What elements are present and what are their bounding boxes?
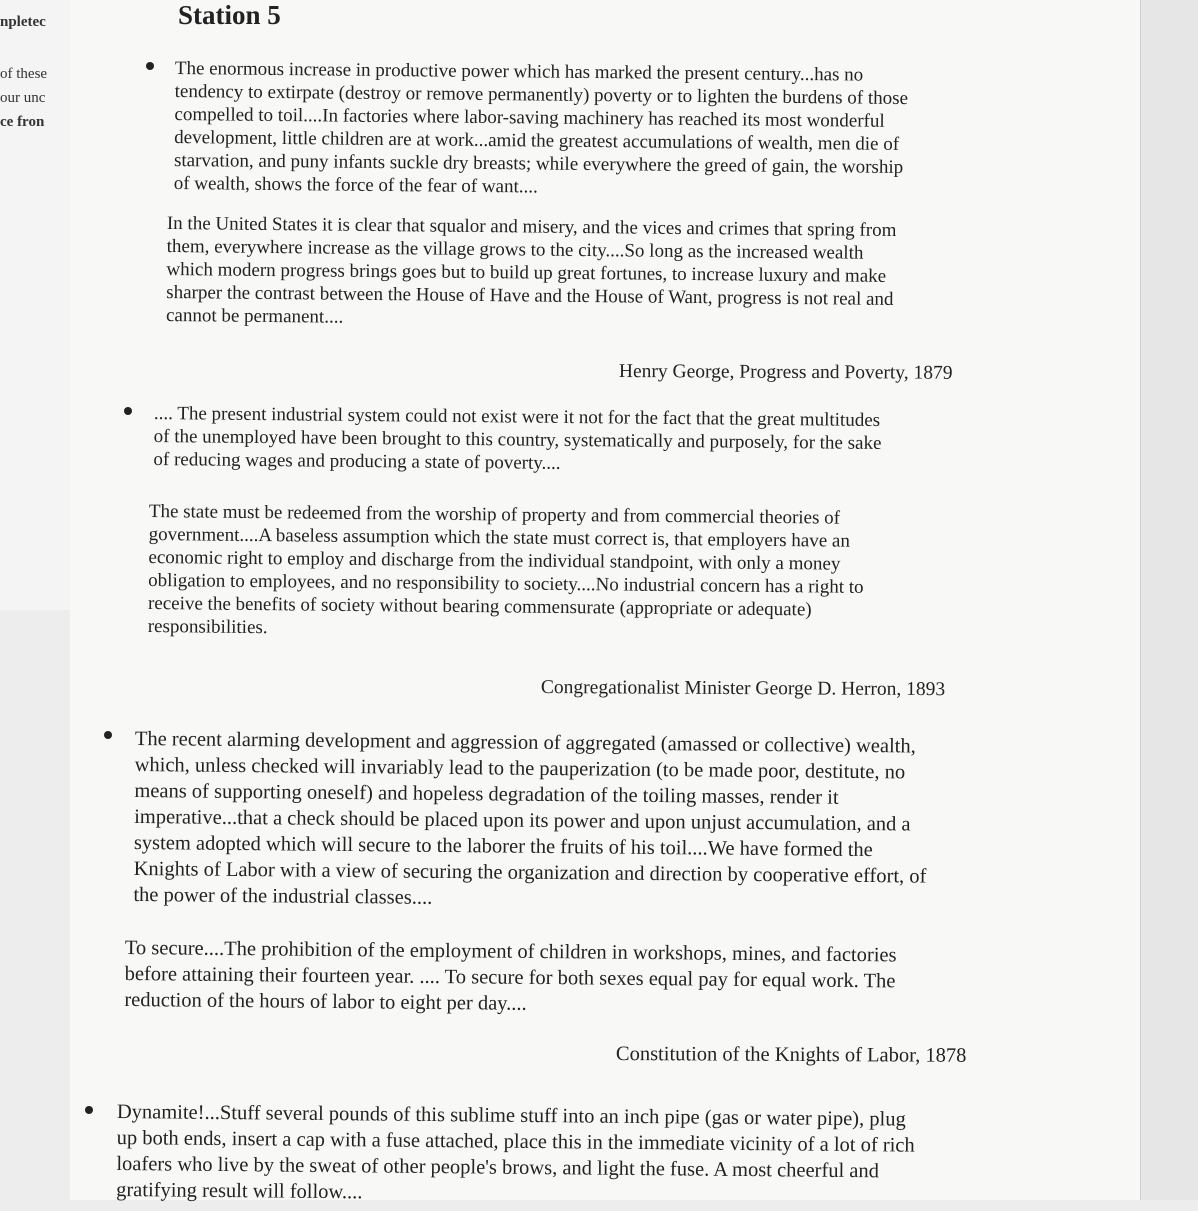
desk-background: [1140, 0, 1198, 1200]
text-line: means of supporting oneself) and hopeless degradation of the toiling masses, render it: [134, 779, 839, 809]
text-line: which, unless checked will invariably lead to the pauperization (to be made poor, destitute, no: [134, 753, 906, 784]
source-4-paragraph-1: [116, 1099, 915, 1211]
source-3-paragraph-2: [124, 935, 896, 1020]
text-line: Dynamite!...Stuff several pounds of this sublime stuff into an inch pipe (gas or water pipe), plug: [116, 1100, 906, 1131]
text-line: them, everywhere increase as the village grows to the city....So long as the increased wealth: [166, 235, 864, 264]
text-line: system adopted which will secure to the laborer the fruits of his toil....We have formed the: [133, 831, 873, 862]
text-line: up both ends, insert a cap with a fuse attached, place this in the immediate vicinity of a lot of rich: [116, 1126, 915, 1157]
text-line: The enormous increase in productive power which has marked the present century...has no: [174, 57, 864, 86]
source-3-attribution: Constitution of the Knights of Labor, 1878: [615, 1043, 967, 1067]
text-line: The state must be redeemed from the worship of property and from commercial theories of: [148, 500, 841, 529]
text-line: before attaining their fourteen year. .... To secure for both sexes equal pay for equal work. The: [124, 962, 896, 993]
text-line: To secure....The prohibition of the employment of children in workshops, mines, and factories: [124, 936, 897, 967]
previous-page-text: ce fron: [0, 114, 45, 130]
previous-page-edge: [0, 0, 71, 610]
text-line: The recent alarming development and aggression of aggregated (amassed or collective) wealth,: [134, 727, 916, 758]
source-2-paragraph-1: [153, 402, 881, 478]
text-line: Knights of Labor with a view of securing the organization and direction by cooperative effort, of: [133, 857, 927, 888]
text-line: which modern progress brings goes but to build up great fortunes, to increase luxury and make: [166, 258, 887, 287]
text-line: obligation to employees, and no responsibility to society....No industrial concern has a right to: [148, 569, 864, 598]
text-line: development, little children are at work...amid the greatest accumulations of wealth, men die of: [174, 126, 900, 155]
text-line: government....A baseless assumption which the state must correct is, that employers have an: [148, 523, 850, 552]
text-line: receive the benefits of society without bearing commensurate (appropriate or adequate): [147, 592, 812, 621]
bullet-icon: [146, 62, 154, 70]
text-line: reduction of the hours of labor to eight per day....: [124, 988, 527, 1015]
text-line: .... The present industrial system could not exist were it not for the fact that the great multitudes: [153, 402, 881, 431]
page-title: Station 5: [178, 0, 281, 30]
source-1-paragraph-2: [166, 212, 897, 334]
source-3-paragraph-1: [133, 726, 928, 916]
text-line: of the unemployed have been brought to this country, systematically and purposely, for the sake: [153, 425, 882, 454]
text-line: imperative...that a check should be placed upon its power and upon unjust accumulation, and a: [134, 805, 911, 836]
bullet-icon: [124, 407, 132, 415]
text-line: of wealth, shows the force of the fear of want....: [173, 172, 538, 198]
text-line: cannot be permanent....: [165, 304, 344, 328]
text-line: starvation, and puny infants suckle dry breasts; while everywhere the greed of gain, the worship: [173, 149, 904, 178]
text-line: economic right to employ and discharge from the individual standpoint, with only a money: [148, 546, 841, 575]
text-line: responsibilities.: [147, 615, 268, 639]
previous-page-text: of these: [0, 66, 48, 82]
source-2-paragraph-2: [148, 500, 865, 645]
source-1-paragraph-1: [174, 57, 909, 202]
text-line: sharper the contrast between the House of Have and the House of Want, progress is not real and: [166, 281, 894, 310]
source-2-attribution: Congregationalist Minister George D. Herron, 1893: [540, 677, 946, 701]
previous-page-text: npletec: [0, 14, 46, 30]
text-line: of reducing wages and producing a state of poverty....: [153, 448, 561, 474]
source-1-attribution: Henry George, Progress and Poverty, 1879: [618, 361, 953, 384]
bullet-icon: [104, 731, 112, 739]
worksheet-page: [70, 0, 1141, 1204]
text-line: tendency to extirpate (destroy or remove permanently) poverty or to lighten the burdens of those: [174, 80, 909, 110]
bullet-icon: [85, 1106, 93, 1114]
text-line: the power of the industrial classes....: [133, 883, 433, 909]
text-line: In the United States it is clear that squalor and misery, and the vices and crimes that spring from: [166, 212, 897, 242]
text-line: loafers who live by the sweat of other people's brows, and light the fuse. A most cheerful and: [116, 1152, 880, 1183]
previous-page-text: our unc: [0, 90, 46, 106]
text-line: gratifying result will follow....: [116, 1178, 363, 1204]
text-line: compelled to toil....In factories where labor-saving machinery has reached its most wonderful: [174, 103, 885, 132]
